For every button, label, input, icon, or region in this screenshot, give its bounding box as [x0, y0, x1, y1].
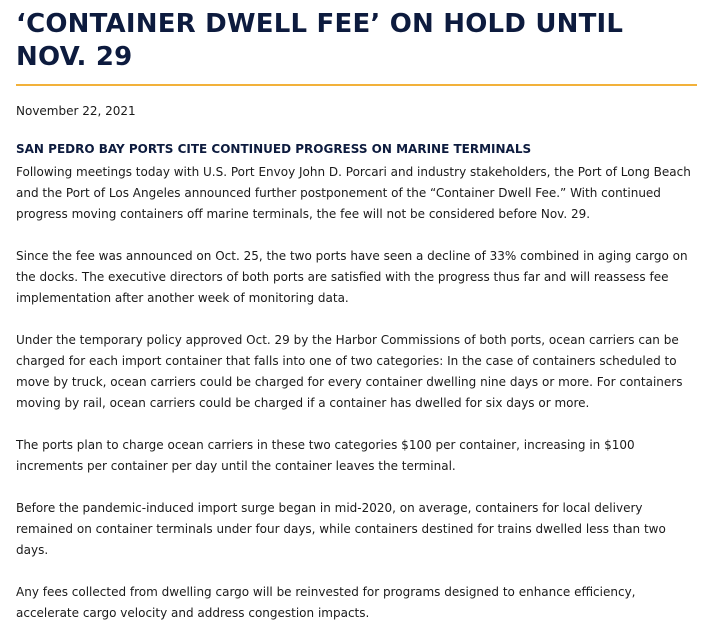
article-paragraph: Any fees collected from dwelling cargo will be reinvested for programs designed to enhance efficiency, accelerate cargo velocity and address congestion impacts.	[16, 585, 636, 620]
article-paragraph: Before the pandemic-induced import surge began in mid-2020, on average, containers for local delivery remained on container terminals under four days, while containers destined for trains dwelled less than two days.	[16, 501, 666, 557]
article-paragraph: Under the temporary policy approved Oct. 29 by the Harbor Commissions of both ports, ocean carriers can be charged for each import container that falls into one of two categories: In the case of containers scheduled to move by truck, ocean carriers could be charged for every container dwelling nine days or more. For containers moving by rail, ocean carriers could be charged if a container has dwelled for six days or more.	[16, 333, 683, 410]
title-divider	[16, 84, 697, 86]
article-paragraph: The ports plan to charge ocean carriers in these two categories $100 per container, increasing in $100 increments per container per day until the container leaves the terminal.	[16, 438, 635, 473]
publish-date: November 22, 2021	[16, 104, 136, 118]
article-paragraph: Following meetings today with U.S. Port Envoy John D. Porcari and industry stakeholders, the Port of Long Beach and the Port of Los Angeles announced further postponement of the “Container Dwell Fee.” With continued progress moving containers off marine terminals, the fee will not be considered before Nov. 29.	[16, 165, 691, 221]
page-title: ‘CONTAINER DWELL FEE’ ON HOLD UNTIL NOV. 29	[16, 9, 624, 72]
article-subhead: SAN PEDRO BAY PORTS CITE CONTINUED PROGRESS ON MARINE TERMINALS	[16, 142, 532, 156]
article-paragraph: Since the fee was announced on Oct. 25, the two ports have seen a decline of 33% combined in aging cargo on the docks. The executive directors of both ports are satisfied with the progress thus far and will reassess fee implementation after another week of monitoring data.	[16, 249, 688, 305]
